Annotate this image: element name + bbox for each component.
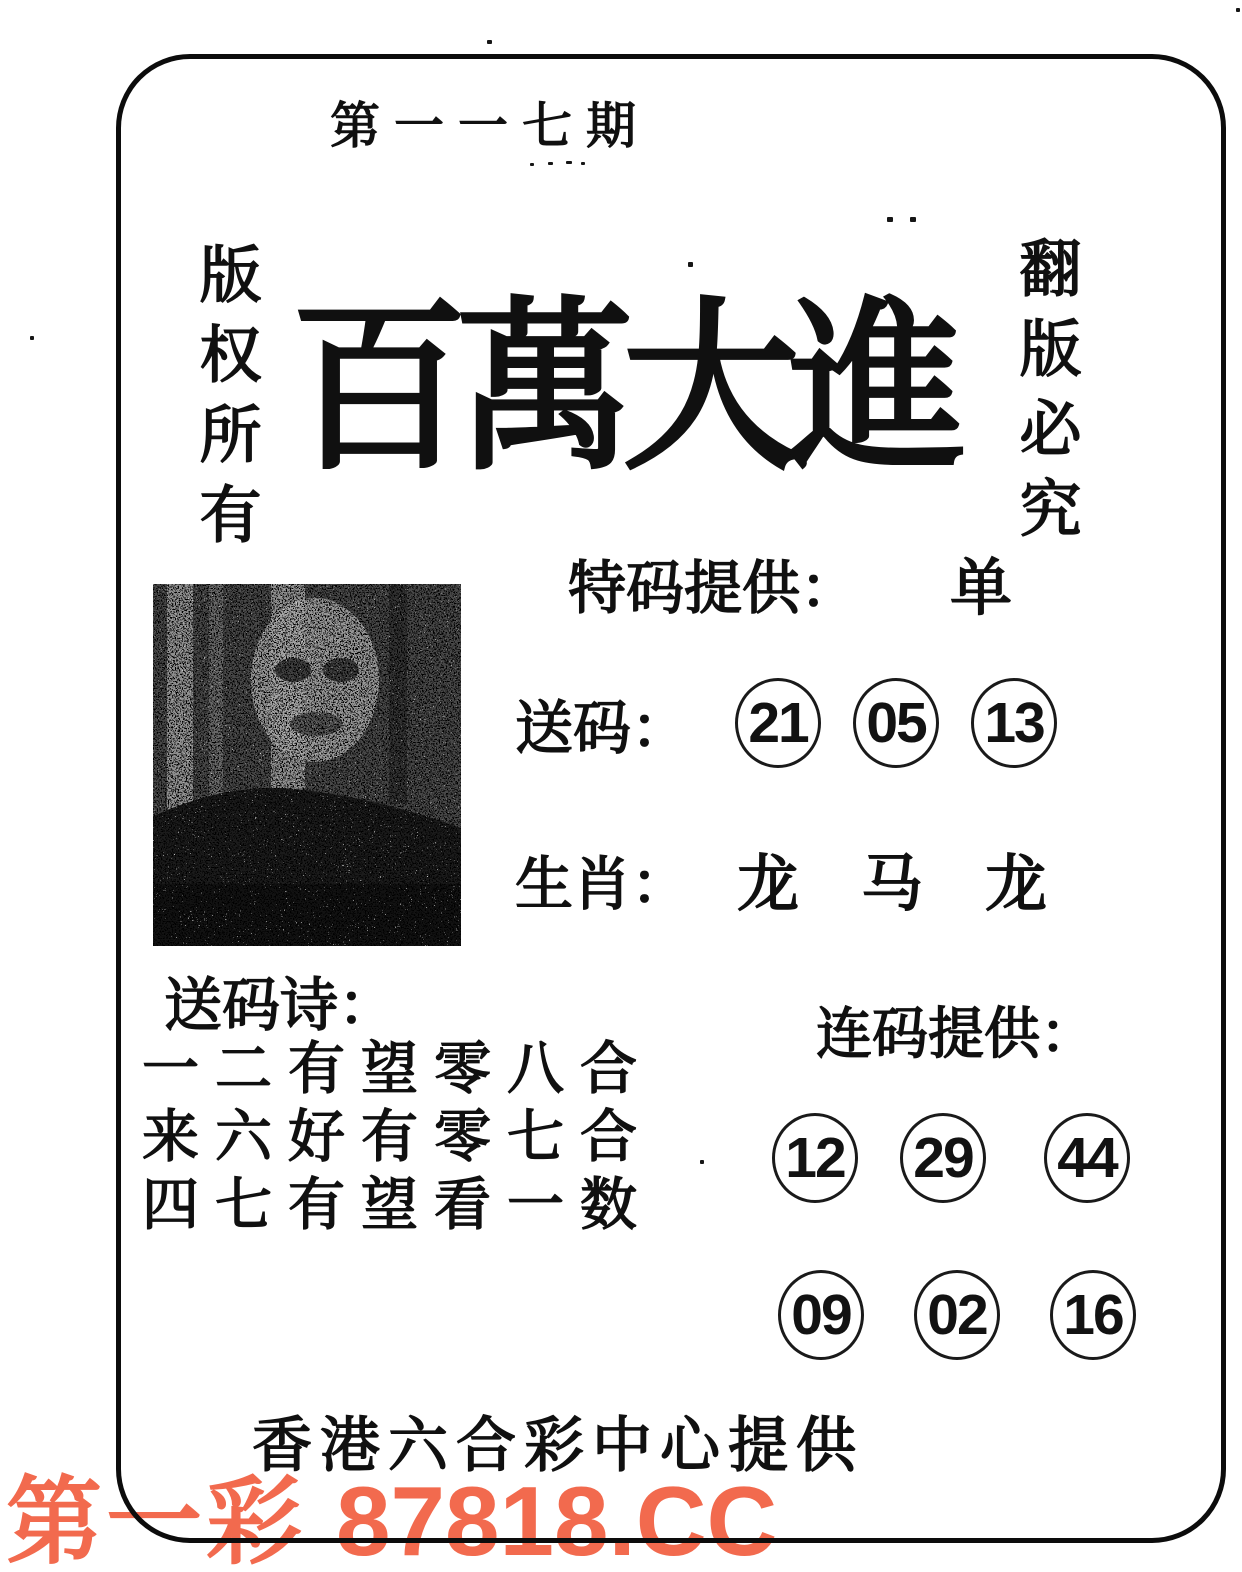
- consecutive-codes-row-2: [778, 1270, 1136, 1360]
- portrait-photo: [153, 584, 461, 946]
- consecutive-code-number: 02: [914, 1270, 1000, 1360]
- zodiac-row: [515, 834, 1047, 923]
- send-code-number: 13: [971, 678, 1057, 768]
- send-code-number: 21: [735, 678, 821, 768]
- consecutive-code-number: 44: [1044, 1113, 1130, 1203]
- provider-line: 香港六合彩中心提供: [252, 1413, 864, 1479]
- noise-speck: [887, 217, 893, 222]
- noise-speck: [581, 162, 585, 165]
- copyright-vertical-text: 版权所有: [190, 242, 258, 562]
- main-title: 百萬大進: [290, 286, 954, 493]
- noise-speck: [700, 1160, 704, 1164]
- special-code-label: 特码提供：: [568, 555, 859, 621]
- zodiac-value: 龙: [737, 851, 800, 919]
- watermark-site: 87818.CC: [336, 1466, 778, 1572]
- zodiac-value: 马: [861, 851, 924, 919]
- anti-piracy-vertical-text: 翻版必究: [1010, 236, 1078, 556]
- poem-line: 一二有望零八合: [142, 1038, 653, 1101]
- consecutive-code-number: 16: [1050, 1270, 1136, 1360]
- noise-speck: [910, 217, 916, 222]
- issue-title: 第一一七期: [330, 98, 650, 154]
- consecutive-code-number: 12: [772, 1113, 858, 1203]
- consecutive-codes-label: 连码提供：: [816, 1004, 1096, 1066]
- send-code-number: 05: [853, 678, 939, 768]
- noise-speck: [1236, 8, 1240, 12]
- noise-speck: [566, 161, 572, 164]
- poem-line: 来六好有零七合: [142, 1106, 653, 1169]
- send-code-row: [515, 678, 1057, 768]
- special-code-row: [568, 538, 1012, 627]
- special-code-value: 单: [950, 555, 1013, 623]
- consecutive-code-number: 09: [778, 1270, 864, 1360]
- zodiac-label: 生肖：: [515, 851, 690, 917]
- poem-label: 送码诗：: [164, 973, 397, 1038]
- noise-speck: [487, 40, 492, 44]
- send-code-label: 送码：: [515, 696, 690, 761]
- consecutive-code-number: 29: [900, 1113, 986, 1203]
- noise-speck: [530, 163, 534, 166]
- watermark-brand-url: [6, 1446, 777, 1572]
- noise-speck: [548, 162, 553, 165]
- noise-speck: [688, 262, 693, 267]
- watermark-brand: 第一彩: [6, 1469, 306, 1572]
- zodiac-value: 龙: [985, 851, 1048, 919]
- poem-lines: [142, 1036, 653, 1240]
- poem-line: 四七有望看一数: [142, 1174, 653, 1237]
- noise-speck: [30, 336, 34, 340]
- consecutive-codes-row-1: [772, 1113, 1130, 1203]
